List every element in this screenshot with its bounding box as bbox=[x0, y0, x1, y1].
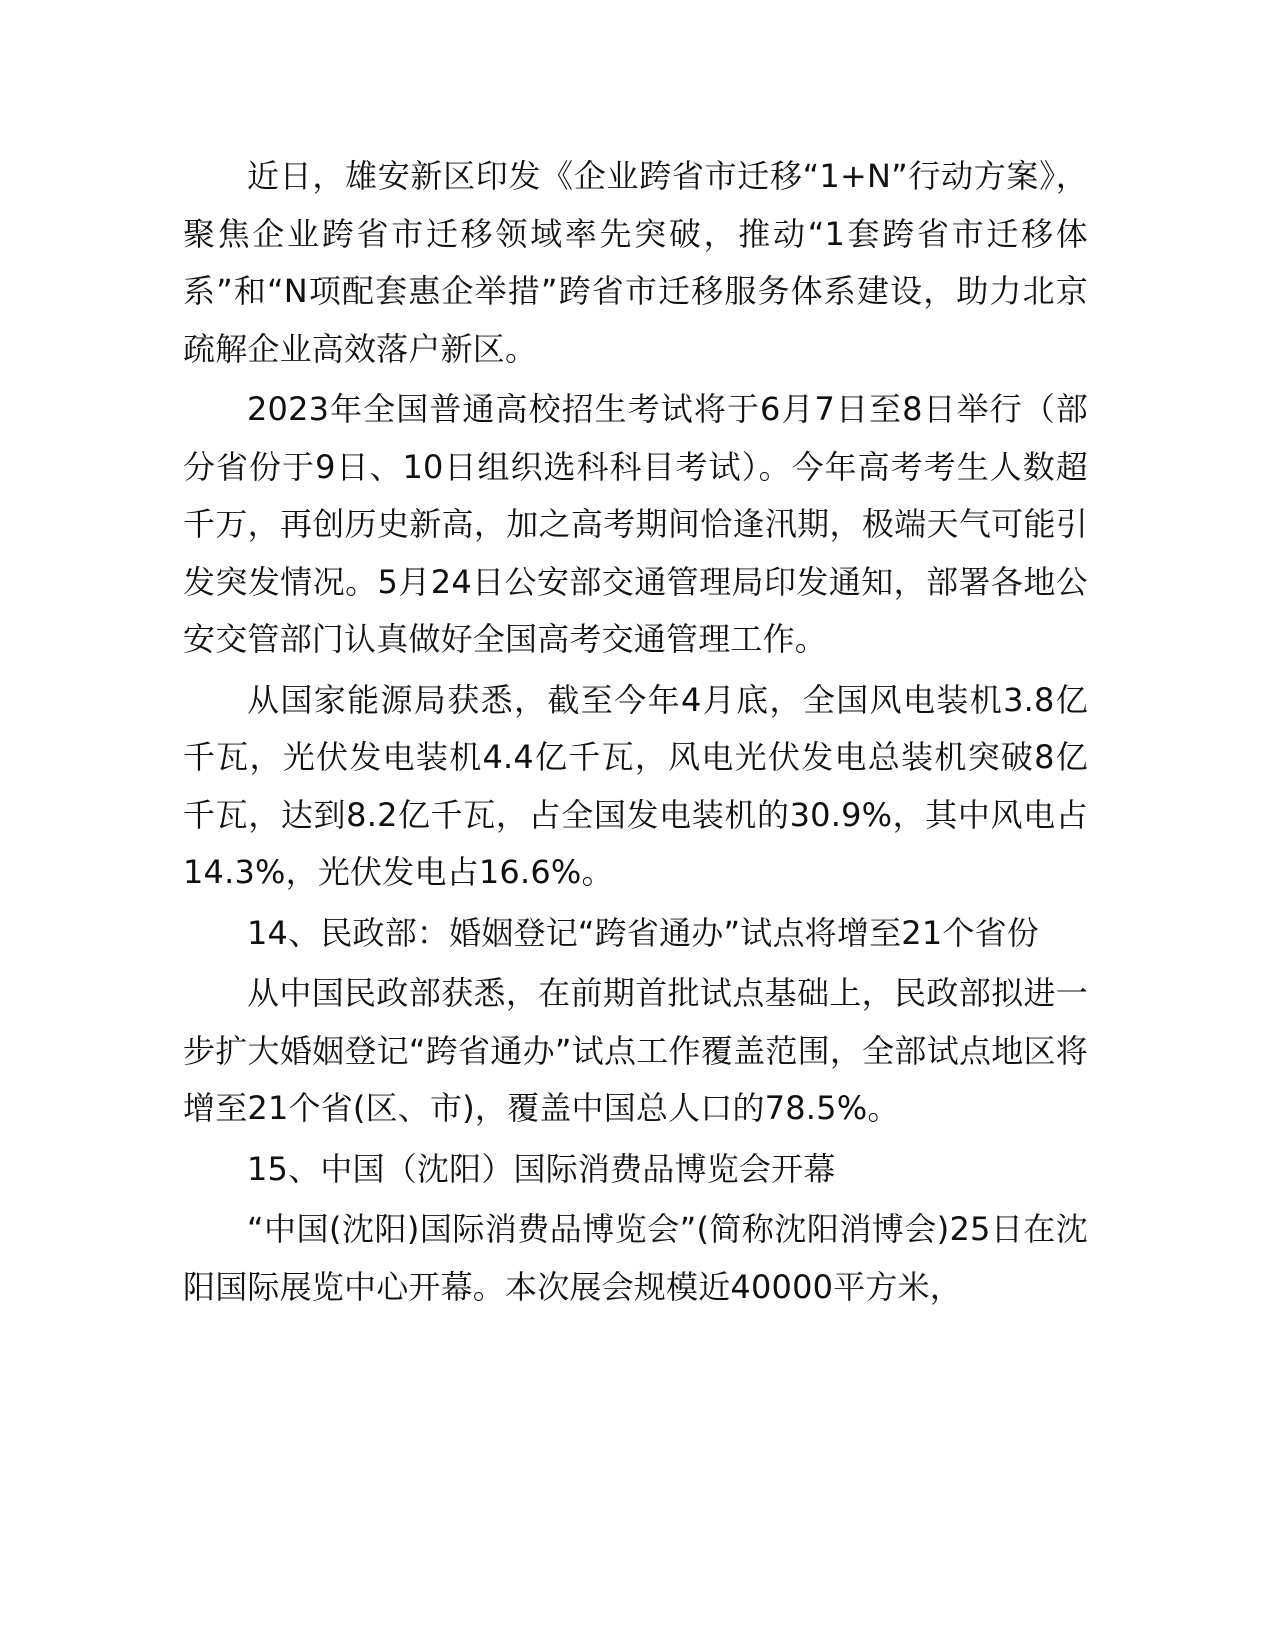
heading-shenyang-expo: 15、中国（沈阳）国际消费品博览会开幕 bbox=[247, 1149, 836, 1188]
paragraph-shenyang-expo: “中国(沈阳)国际消费品博览会”(简称沈阳消博会)25日在沈阳国际展览中心开幕。本次展会规模近40000平方米， bbox=[183, 1210, 1088, 1306]
paragraph-marriage-registration: 从中国民政部获悉，在前期首批试点基础上，民政部拟进一步扩大婚姻登记“跨省通办”试点工作覆盖范围，全部试点地区将增至21个省(区、市)，覆盖中国总人口的78.5%。 bbox=[183, 974, 1088, 1127]
paragraph-xiongan-migration: 近日，雄安新区印发《企业跨省市迁移“1+N”行动方案》，聚焦企业跨省市迁移领域率先突破，推动“1套跨省市迁移体系”和“N项配套惠企举措”跨省市迁移服务体系建设，助力北京疏解企业高效落户新区。 bbox=[183, 157, 1088, 368]
document-body bbox=[183, 148, 1088, 1319]
paragraph-gaokao-traffic: 2023年全国普通高校招生考试将于6月7日至8日举行（部分省份于9日、10日组织选科科目考试）。今年高考考生人数超千万，再创历史新高，加之高考期间恰逢汛期，极端天气可能引发突发情况。5月24日公安部交通管理局印发通知，部署各地公安交管部门认真做好全国高考交通管理工作。 bbox=[183, 390, 1088, 658]
heading-marriage-registration: 14、民政部：婚姻登记“跨省通办”试点将增至21个省份 bbox=[247, 913, 1039, 952]
paragraph-wind-solar-capacity: 从国家能源局获悉，截至今年4月底，全国风电装机3.8亿千瓦，光伏发电装机4.4亿千瓦，风电光伏发电总装机突破8亿千瓦，达到8.2亿千瓦，占全国发电装机的30.9%，其中风电占14.3%，光伏发电占16.6%。 bbox=[183, 680, 1088, 891]
